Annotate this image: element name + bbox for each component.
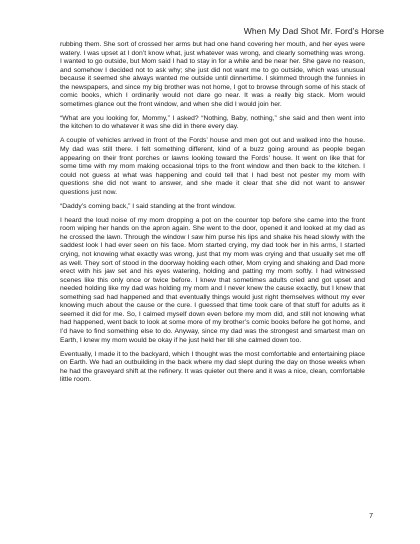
paragraph: rubbing them. She sort of crossed her arms but had one hand covering her mouth, and her eyes were watery. I was upset at I don’t know what, just whatever was wrong, and clearly something was wrong. I wanted to go outside, but Mom said I had to stay in for a while and be near her. She gave no reason, and somehow I decided not to ask why; she just did not want me to go outside, which was unusual because it seemed she always wanted me outside until dinnertime. I skimmed through the funnies in the newspapers, and since my big brother was not home, I got to browse through some of his stack of comic books, which I ordinarily would not dare go near. It was a really big stack. Mom would sometimes glance out the front window, and when she did I would join her. [60, 41, 365, 108]
paragraph: “What are you looking for, Mommy,” I asked? “Nothing, Baby, nothing,” she said and then went into the kitchen to do whatever it was she did in there every day. [60, 114, 365, 131]
page-number: 7 [369, 513, 373, 520]
paragraph: I heard the loud noise of my mom dropping a pot on the counter top before she came into the front room wiping her hands on the apron again. She went to the door, opened it and looked at my dad as he crossed the lawn. Through the window I saw him purse his lips and shake his head slowly with the saddest look I had ever seen on his face. Mom started crying, my dad took her in his arms, I started crying, not knowing what exactly was wrong, just that my mom was crying and that usually set me off as well. They sort of stood in the doorway holding each other, Mom crying and shaking and Dad more erect with his jaw set and his eyes watering, holding and patting my mom softly. I had witnessed scenes like this only once or twice before. I knew that sometimes adults cried and got upset and needed holding like my dad was holding my mom and I never knew the cause exactly, but I knew that something sad had happened and that eventually things would just right themselves without my ever knowing much about the cause or the cure. I guessed that time took care of that stuff for adults as it seemed it did for me. So, I calmed myself down even before my mom did, and still not knowing what had happened, went back to look at some more of my brother’s comic books before he got home, and I’d have to find something else to do. Anyway, since my dad was the strongest and smartest man on Earth, I knew my mom would be okay if he just held her till she calmed down too. [60, 216, 365, 344]
paragraph: Eventually, I made it to the backyard, which I thought was the most comfortable and entertaining place on Earth. We had an outbuilding in the back where my dad slept during the day on those weeks when he had the graveyard shift at the refinery. It was quieter out there and it was a nice, clean, comfortable little room. [60, 350, 365, 384]
running-header-title: When My Dad Shot Mr. Ford’s Horse [243, 26, 384, 36]
paragraph: “Daddy’s coming back,” I said standing at the front window. [60, 202, 236, 210]
body-text [60, 41, 365, 390]
paragraph: A couple of vehicles arrived in front of the Fords’ house and men got out and walked into the house. My dad was still there. I felt something different, kind of a buzz going around as people began appearing on their front porches or lawns looking toward the Fords’ house. It went on like that for some time with my mom making occasional trips to the front window and then back to the kitchen. I could not guess at what was happening and could tell that I had best not pester my mom with questions she did not want to answer, and she made it clear that she did not want to answer questions just now. [60, 137, 365, 196]
